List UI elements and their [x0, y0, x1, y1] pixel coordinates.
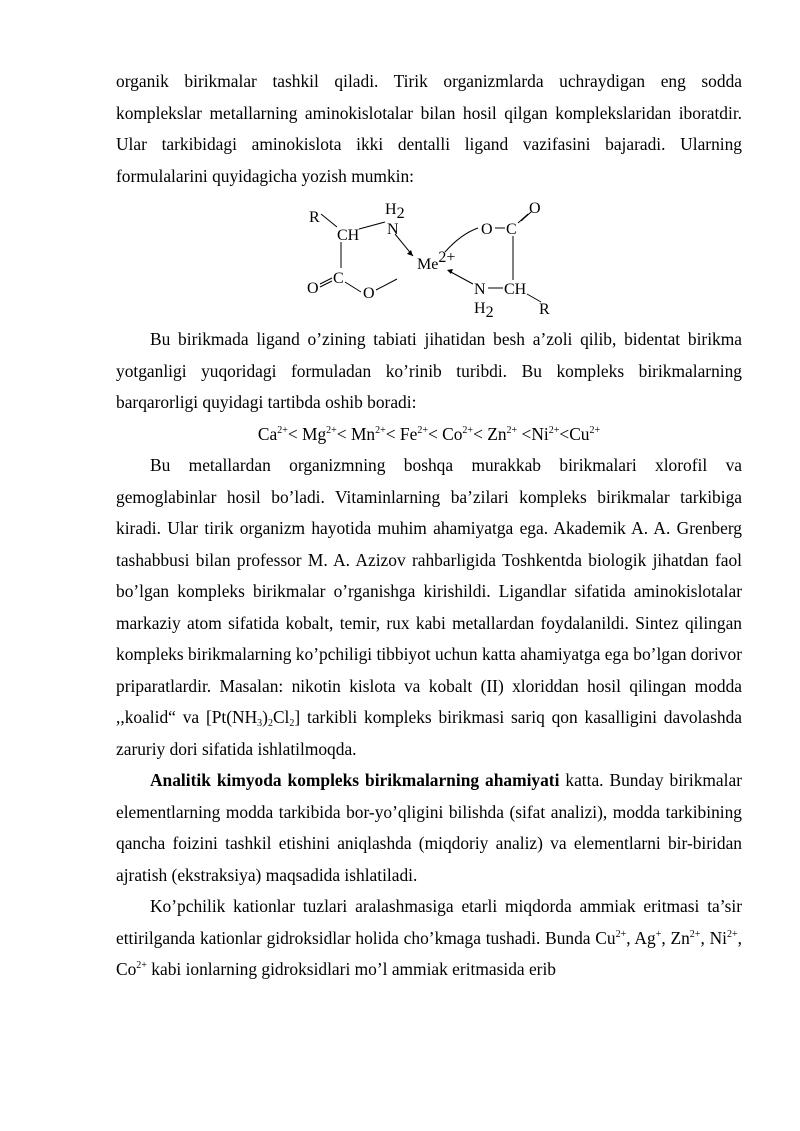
n-top-label: N [387, 221, 399, 238]
c-left-label: C [333, 270, 344, 287]
paragraph-analytical-chemistry: Analitik kimyoda kompleks birikmalarning ahamiyati katta. Bunday birikmalar elementlarning modda tarkibida bor-yo’qligini bilishda (sifat analizi), modda tarkibining qancha foizini tashkil etishini aniqlashda (miqdoriy analiz) va elementlarni bir-biridan ajratish (ekstraksiya) maqsadida ishlatiladi. [116, 770, 742, 885]
ch-right-label: CH [504, 281, 527, 298]
arrow-head-bottom [447, 269, 453, 274]
paragraph-ammonia-hydroxides: Ko’pchilik kationlar tuzlari aralashmasiga etarli miqdorda ammiak eritmasi ta’sir ettirilganda kationlar gidroksidlar holida cho’kmaga tushadi. Bunda $Cu^{2+}$, Ag+, $Zn^{2+}$, $Ni^{2+}$, $Co^{2+}$ kabi ionlarning gidroksidlari mo’l ammiak eritmasida erib [116, 896, 742, 979]
o-dbl-left-label: O [307, 280, 319, 297]
section-heading-bold: Analitik kimyoda kompleks birikmalarning ahamiyati [150, 770, 560, 790]
r-right-label: R [539, 301, 550, 318]
c-right-label: C [506, 221, 517, 238]
n-bottom-label: N [474, 281, 486, 298]
r-left-label: R [309, 209, 320, 226]
ch-left-label: CH [337, 227, 360, 244]
o-left-label: O [363, 285, 375, 302]
h2-bottom-label: H2 [474, 300, 494, 321]
paragraph-biological-complexes: Bu metallardan organizmning boshqa murakkab birikmalari xlorofil va gemoglabinlar hosil bo’ladi. Vitaminlarning ba’zilari kompleks birikmalar tarkibiga kiradi. Ular tirik organizm hayotida muhim ahamiyatga ega. Akademik A. A. Grenberg tashabbusi bilan professor M. A. Azizov rahbarligida Toshkentda biologik jihatdan faol bo’lgan kompleks birikmalar o’rganishga kirishildi. Ligandlar sifatida aminokislotalar markaziy atom sifatida kobalt, temir, rux kabi metallardan foydalanildi. Sintez qilingan kompleks birikmalarning ko’pchiligi tibbiyot uchun katta ahamiyatga ega bo’lgan dorivor priparatlardir. Masalan: nikotin kislota va kobalt (II) xloriddan hosil qilingan modda ,,koalid“ va $[Pt(NH_3)_2Cl_2]$ tarkibli kompleks birikmasi sariq qon kasalligini davolashda zaruriy dori sifatida ishlatilmoqda. [116, 455, 742, 759]
o-dbl-right-label: O [529, 200, 541, 217]
chelate-structure-formula [116, 194, 742, 324]
paragraph-bidentate: Bu birikmada ligand o’zining tabiati jihatidan besh a’zoli qilib, bidentat birikma yotganligi yuqoridagi formuladan ko’rinib turibdi. Bu kompleks birikmalarning barqarorligi quyidagi tartibda oshib boradi: [116, 329, 742, 412]
metal-center-label: Me2+ [417, 249, 456, 273]
stability-series: $Ca^{2+}< Mg^{2+}< Mn^{2+}< Fe^{2+}< Co^{2+}< Zn^{2+} <Ni^{2+}<Cu^{2+}$ [257, 423, 601, 444]
chelate-structure-svg [301, 194, 571, 324]
arrow-head-top [407, 250, 413, 256]
o-right-top-label: O [481, 221, 493, 238]
document-page [116, 66, 742, 986]
h2-top-label: H2 [385, 201, 405, 222]
paragraph-intro: organik birikmalar tashkil qiladi. Tirik organizmlarda uchraydigan eng sodda komplekslar metallarning aminokislotalar bilan hosil qilgan komplekslaridan iboratdir. Ular tarkibidagi aminokislota ikki dentalli ligand vazifasini bajaradi. Ularning formulalarini quyidagicha yozish mumkin: [116, 71, 742, 186]
